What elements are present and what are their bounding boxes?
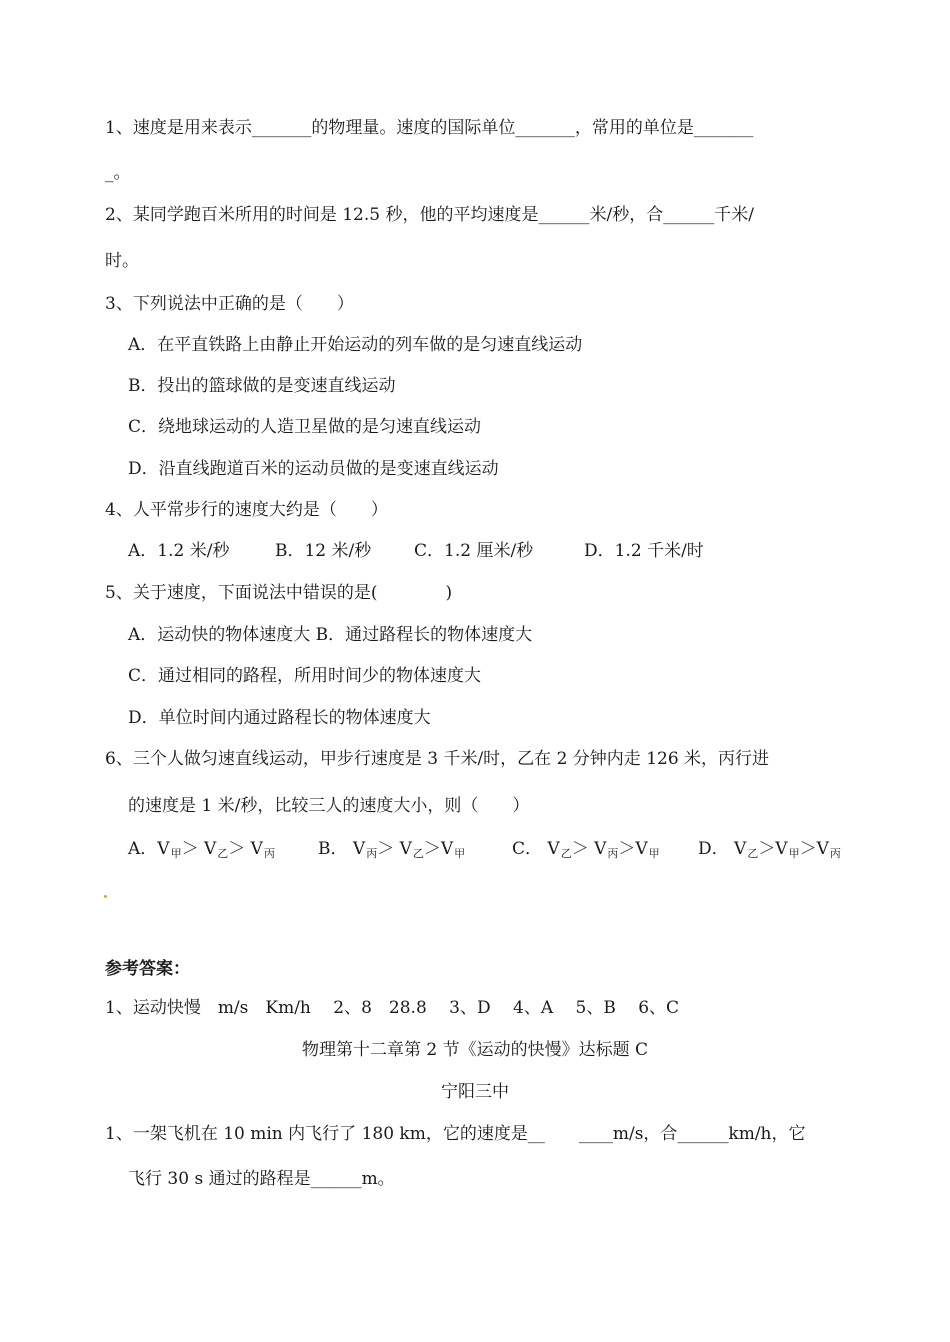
question-6-line-1: 6、三个人做匀速直线运动，甲步行速度是 3 千米/时，乙在 2 分钟内走 126 米，丙行进 [105,749,770,769]
question-3-option-c: C．绕地球运动的人造卫星做的是匀速直线运动 [128,417,482,437]
question-6-option-d [698,838,841,862]
subscript: 丙 [607,847,619,860]
question-4-stem: 4、人平常步行的速度大约是（ ） [105,500,388,520]
question-5-options-a-b: A．运动快的物体速度大 B．通过路程长的物体速度大 [128,625,533,645]
question-5-stem: 5、关于速度，下面说法中错误的是( ) [105,583,453,603]
question-4-option-a: A．1.2 米/秒 [128,541,230,561]
opt-text: ＞V [799,839,829,859]
question-6-option-b [318,838,512,862]
subscript: 甲 [170,847,182,860]
question-6-options [128,838,841,862]
question-6-line-2: 的速度是 1 米/秒，比较三人的速度大小，则（ ） [128,796,530,816]
school-name: 宁阳三中 [441,1082,509,1102]
question-3-option-b: B．投出的篮球做的是变速直线运动 [128,376,396,396]
question-4-options [128,540,704,562]
question-6-option-a [128,838,318,862]
opt-text: B． V [318,839,366,859]
opt-text: ＞ V [181,839,217,859]
answers-line: 1、运动快慢 m/s Km/h 2、8 28.8 3、D 4、A 5、B 6、C [105,998,680,1018]
question-6-option-c [512,838,698,862]
subscript: 丙 [366,847,378,860]
subscript: 乙 [217,847,229,860]
opt-text: D． V [698,839,747,859]
opt-text: ＞V [423,839,454,859]
opt-text: ＞ V [228,839,263,859]
subscript: 甲 [454,847,466,860]
subscript: 甲 [648,847,660,860]
answers-heading: 参考答案： [105,959,190,979]
opt-text: A．V [128,839,170,859]
question-5-option-c: C．通过相同的路程，所用时间少的物体速度大 [128,666,482,686]
section-2-question-1-line-2: 飞行 30 s 通过的路程是______m。 [128,1169,395,1189]
section-2-question-1-line-1: 1、一架飞机在 10 min 内飞行了 180 km，它的速度是__ ____m/s，合______km/h，它 [105,1124,806,1144]
question-3-stem: 3、下列说法中正确的是（ ） [105,294,354,314]
section-title: 物理第十二章第 2 节《运动的快慢》达标题 C [301,1040,649,1060]
question-4-option-b: B．12 米/秒 [275,541,372,561]
opt-text: ＞ V [571,839,607,859]
opt-text: ＞V [618,839,648,859]
subscript: 丙 [263,847,275,860]
question-2-line-2: 时。 [105,251,139,271]
subscript: 乙 [412,847,424,860]
question-1-line-2: _。 [105,163,131,183]
opt-text: ＞ V [377,839,412,859]
question-1-line-1: 1、速度是用来表示_______的物理量。速度的国际单位_______，常用的单位是_______ [105,118,754,138]
question-3-option-d: D．沿直线跑道百米的运动员做的是变速直线运动 [128,459,499,479]
subscript: 丙 [829,847,841,860]
question-3-option-a: A．在平直铁路上由静止开始运动的列车做的是匀速直线运动 [128,335,583,355]
question-2-line-1: 2、某同学跑百米所用的时间是 12.5 秒，他的平均速度是______米/秒，合______千米/ [105,205,754,225]
question-4-option-d: D．1.2 千米/时 [584,541,704,561]
opt-text: C． V [512,839,560,859]
opt-text: ＞V [758,839,788,859]
question-4-option-c: C．1.2 厘米/秒 [414,541,534,561]
scan-speck [104,895,107,898]
subscript: 甲 [788,847,800,860]
subscript: 乙 [560,847,572,860]
subscript: 乙 [747,847,759,860]
question-5-option-d: D．单位时间内通过路程长的物体速度大 [128,708,431,728]
